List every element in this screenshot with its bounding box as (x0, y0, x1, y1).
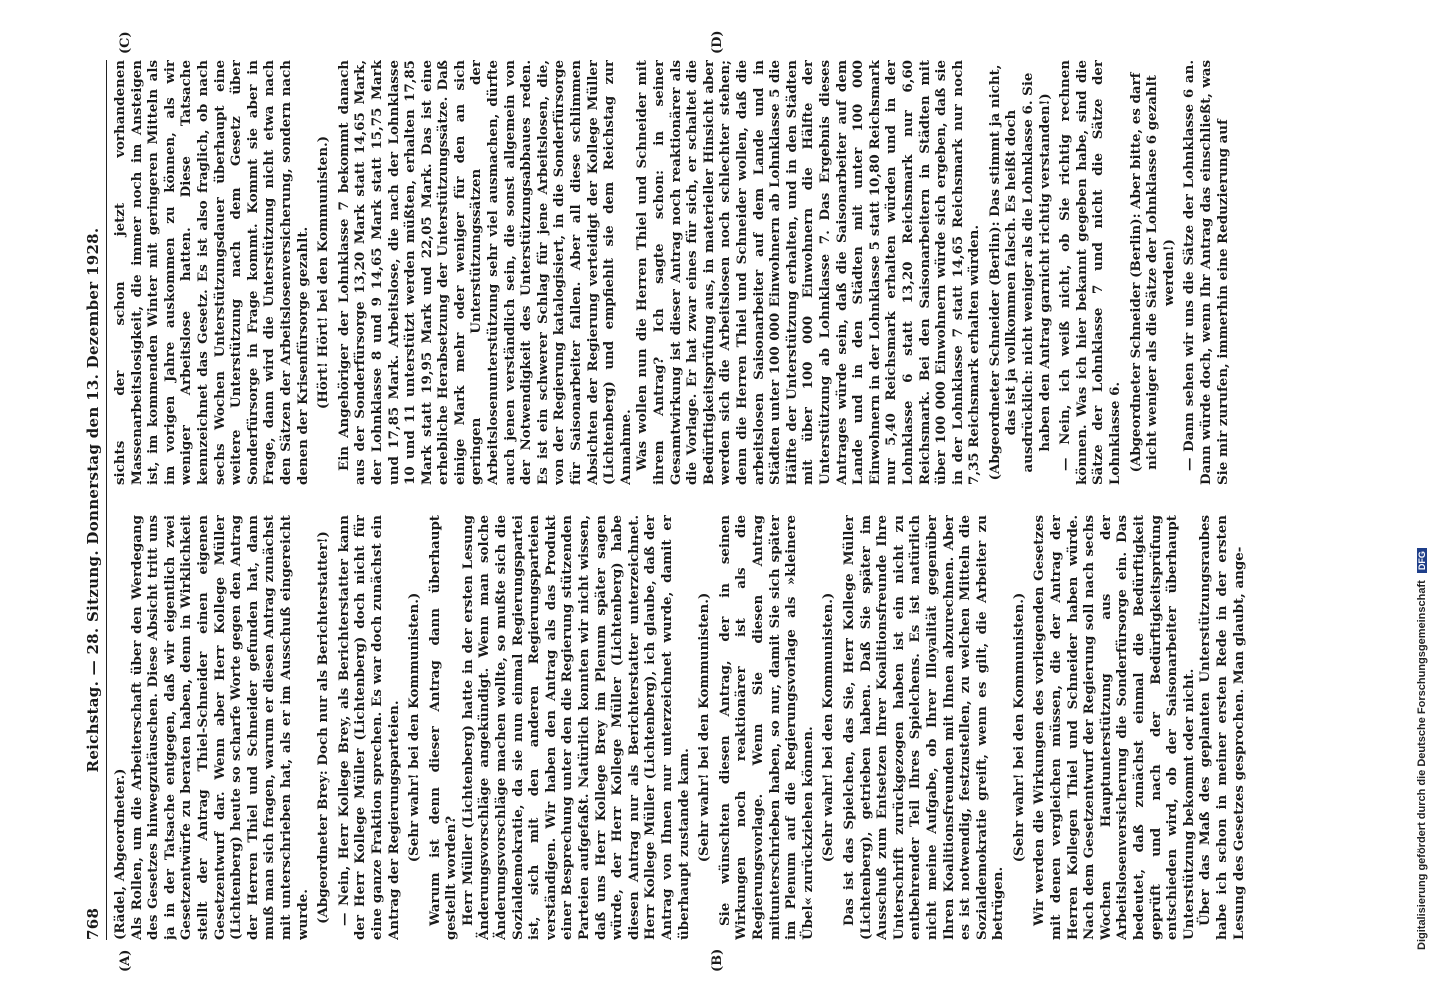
paragraph: Was wollen nun die Herren Thiel und Schneider mit ihrem Antrag? Ich sagte schon: in seiner Gesamtwirkung ist dieser Antrag noch reaktionärer als die Vorlage. Er hat zwar eines für sich, er schaltet die Bedürftigkeitsprüfung aus, in materieller Hinsicht aber werden sich die Arbeitslosen noch schlechter stehen; denn die Herren Thiel und Schneider wollen, daß die arbeitslosen Saisonarbeiter auf dem Lande und in Städten unter 100 000 Einwohnern ab Lohnklasse 5 die Hälfte der Unterstützung erhalten, und in den Städten mit über 100 000 Einwohnern die Hälfte der Unterstützung ab Lohnklasse 7. Das Ergebnis dieses Antrages würde sein, daß die Saisonarbeiter auf dem Lande und in den Städten mit unter 100 000 Einwohnern in der Lohnklasse 5 statt 10,80 Reichsmark nur 5,40 Reichsmark erhalten würden und in der Lohnklasse 6 statt 13,20 Reichsmark nur 6,60 Reichsmark. Bei den Saisonarbeitern in Städten mit über 100 000 Einwohnern würde sich ergeben, daß sie in der Lohnklasse 7 statt 14,65 Reichsmark nur noch 7,35 Reichsmark erhalten würden. (634, 60, 983, 485)
paragraph: Als Rollen, um die Arbeiterschaft über den Werdegang des Gesetzes hinwegzutäuschen. Diese Absicht tritt uns ja in der Tatsache entgegen, daß wir eigentlich zwei Gesetzentwürfe zu beraten haben, denn in Wirklichkeit stellt der Antrag Thiel-Schneider einen eigenen Gesetzentwurf dar. Wenn aber Herr Kollege Müller (Lichtenberg) heute so scharfe Worte gegen den Antrag der Herren Thiel und Schneider gefunden hat, dann muß man sich fragen, warum er diesen Antrag zunächst mit unterschrieben hat, als er im Ausschuß eingereicht wurde. (128, 515, 311, 940)
paragraph: Herr Müller (Lichtenberg) hatte in der ersten Lesung Änderungsvorschläge angekündigt. Wenn man solche Änderungsvorschläge machen wollte, so mußte sich die Sozialdemokratie, da sie nun einmal Regierungspartei ist, sich mit den anderen Regierungsparteien verständigen. Wir haben den Antrag als das Produkt einer Besprechung unter den die Regierung stützenden Parteien aufgefaßt. Natürlich konnten wir nicht wissen, daß uns Herr Kollege Brey im Plenum später sagen würde, der Herr Kollege Müller (Lichtenberg) habe diesen Antrag nur als Berichterstatter unterzeichnet. Herr Kollege Müller (Lichtenberg), ich glaube, daß der Antrag von Ihnen nur unterzeichnet wurde, damit er überhaupt zustande kam. (459, 515, 692, 940)
paragraph: Sie wünschten diesen Antrag, der in seinen Wirkungen noch reaktionärer ist als die Regierungsvorlage. Wenn Sie diesen Antrag mitunterschrieben haben, so nur, damit Sie sich später im Plenum auf die Regierungsvorlage als »kleinere Übel« zurückziehen können. (716, 515, 816, 940)
paragraph: Wir werden die Wirkungen des vorliegenden Gesetzes mit denen vergleichen müssen, die der Antrag der Herren Kollegen Thiel und Schneider haben würde. Nach dem Gesetzentwurf der Regierung soll nach sechs Wochen Hauptunterstützung aus der Arbeitslosenversicherung die Sonderfürsorge ein. Das bedeutet, daß zunächst einmal die Bedürftigkeit geprüft und nach der Bedürftigkeitsprüfung entschieden wird, ob der Saisonarbeiter überhaupt Unterstützung bekommt oder nicht. (1031, 515, 1197, 940)
left-text-column (112, 515, 1312, 940)
digitization-credit (1416, 10, 1434, 990)
paragraph: Das ist das Spielchen, das Sie, Herr Kollege Müller (Lichtenberg), getrieben haben. Daß Sie später im Ausschuß zum Entsetzen Ihrer Koalitionsfreunde Ihre Unterschrift zurückgezogen haben ist ein nicht zu entbehrender Teil Ihres Spielchens. Es ist natürlich nicht meine Aufgabe, ob Ihrer Illoyalität gegenüber Ihren Koalitionsfreunden mit Ihnen abzurechnen. Aber es ist notwendig, festzustellen, zu welchen Mitteln die Sozialdemokratie greift, wenn es gilt, die Arbeiter zu betrügen. (840, 515, 1007, 940)
interjection: (Sehr wahr! bei den Kommunisten.) (406, 592, 423, 863)
paragraph: — Nein, ich weiß nicht, ob Sie richtig rechnen können. Was ich hier bekannt gegeben habe, sind die Sätze der Lohnklasse 7 und nicht die Sätze der Lohnklasse 6. (1057, 60, 1124, 485)
dfg-logo: DFG (1417, 548, 1427, 573)
paragraph: — Dann sehen wir uns die Sätze der Lohnklasse 6 an. Dann würde doch, wenn Ihr Antrag das einschließt, was Sie mir zurufen, immerhin eine Reduzierung auf (1181, 60, 1231, 485)
paragraph: Warum ist denn dieser Antrag dann überhaupt gestellt worden? (426, 515, 460, 940)
right-text-column (112, 60, 1312, 485)
interjection: (Abgeordneter Brey: Doch nur als Berichterstatter!) (315, 531, 332, 924)
interjection: (Sehr wahr! bei den Kommunisten.) (696, 592, 713, 863)
interjection: (Hört! Hört! bei den Kommunisten.) (315, 135, 332, 410)
page-number: 768 (84, 907, 102, 940)
margin-mark-d: (D) (710, 30, 725, 54)
page-header (80, 60, 107, 940)
interjection: (Abgeordneter Schneider (Berlin): Aber bitte, es darf nicht weniger als die Sätze der Lohnklasse 6 gezahlt werden!) (1127, 72, 1177, 473)
paragraph: (Rädel, Abgeordneter.) (112, 768, 128, 940)
running-title: Reichstag. — 28. Sitzung. Donnerstag den 13. Dezember 1928. (84, 227, 102, 773)
margin-mark-c: (C) (118, 31, 133, 54)
interjection: (Sehr wahr! bei den Kommunisten.) (1010, 592, 1027, 863)
interjection: (Sehr wahr! bei den Kommunisten.) (820, 592, 837, 863)
paragraph: sichts der schon jetzt vorhandenen Massenarbeitslosigkeit, die immer noch im Ansteigen ist, im kommenden Winter mit geringeren Mitteln als im vorigen Jahre auskommen zu können, als wir weniger Arbeitslose hatten. Diese Tatsache kennzeichnet das Gesetz. Es ist also fraglich, ob nach sechs Wochen Unterstützungsdauer überhaupt eine weitere Unterstützung nach dem Gesetz über Sonderfürsorge in Frage kommt. Kommt sie aber in Frage, dann wird die Unterstützung nicht etwa nach den Sätzen der Arbeitslosenversicherung, sondern nach denen der Krisenfürsorge gezahlt. (112, 60, 311, 485)
credit-text: Digitalisierung gefördert durch die Deutsche Forschungsgemeinschaft (1416, 580, 1428, 950)
margin-mark-b: (B) (710, 948, 725, 972)
paragraph: — Nein, Herr Kollege Brey, als Berichterstatter kann der Herr Kollege Müller (Lichtenberg) doch nicht für eine ganze Fraktion sprechen. Es war doch zunächst ein Antrag der Regierungsparteien. (335, 515, 402, 940)
paragraph: Über das Maß des geplanten Unterstützungsraubes habe ich schon in meiner ersten Rede in der ersten Lesung des Gesetzes gesprochen. Man glaubt, ange- (1197, 515, 1247, 940)
paragraph: Ein Angehöriger der Lohnklasse 7 bekommt danach aus der Sonderfürsorge 13,20 Mark statt 14,65 Mark, der Lohnklasse 8 und 9 14,65 Mark statt 15,75 Mark und 17,85 Mark. Arbeitslose, die nach der Lohnklasse 10 und 11 unterstützt werden müßten, erhalten 17,85 Mark statt 19,95 Mark und 22,05 Mark. Das ist eine erhebliche Herabsetzung der Unterstützungssätze. Daß einige Mark mehr oder weniger für den an sich geringen Unterstützungssätzen der Arbeitslosenunterstützung sehr viel ausmachen, dürfte auch jenen verständlich sein, die sonst allgemein von der Notwendigkeit des Unterstützungsabbaues reden. Es ist ein schwerer Schlag für jene Arbeitslosen, die, von der Regierung katalogisiert, in die Sonderfürsorge für Saisonarbeiter fallen. Aber all diese schlimmen Absichten der Regierung verteidigt der Kollege Müller (Lichtenberg) und empfiehlt sie dem Reichstag zur Annahme. (335, 60, 634, 485)
margin-mark-a: (A) (118, 949, 133, 972)
interjection: (Abgeordneter Schneider (Berlin): Das stimmt ja nicht, das ist ja vollkommen falsch. Es heißt doch ausdrücklich: nicht weniger als die Lohnklasse 6. Sie haben den Antrag garnicht richtig verstanden!) (986, 64, 1053, 481)
